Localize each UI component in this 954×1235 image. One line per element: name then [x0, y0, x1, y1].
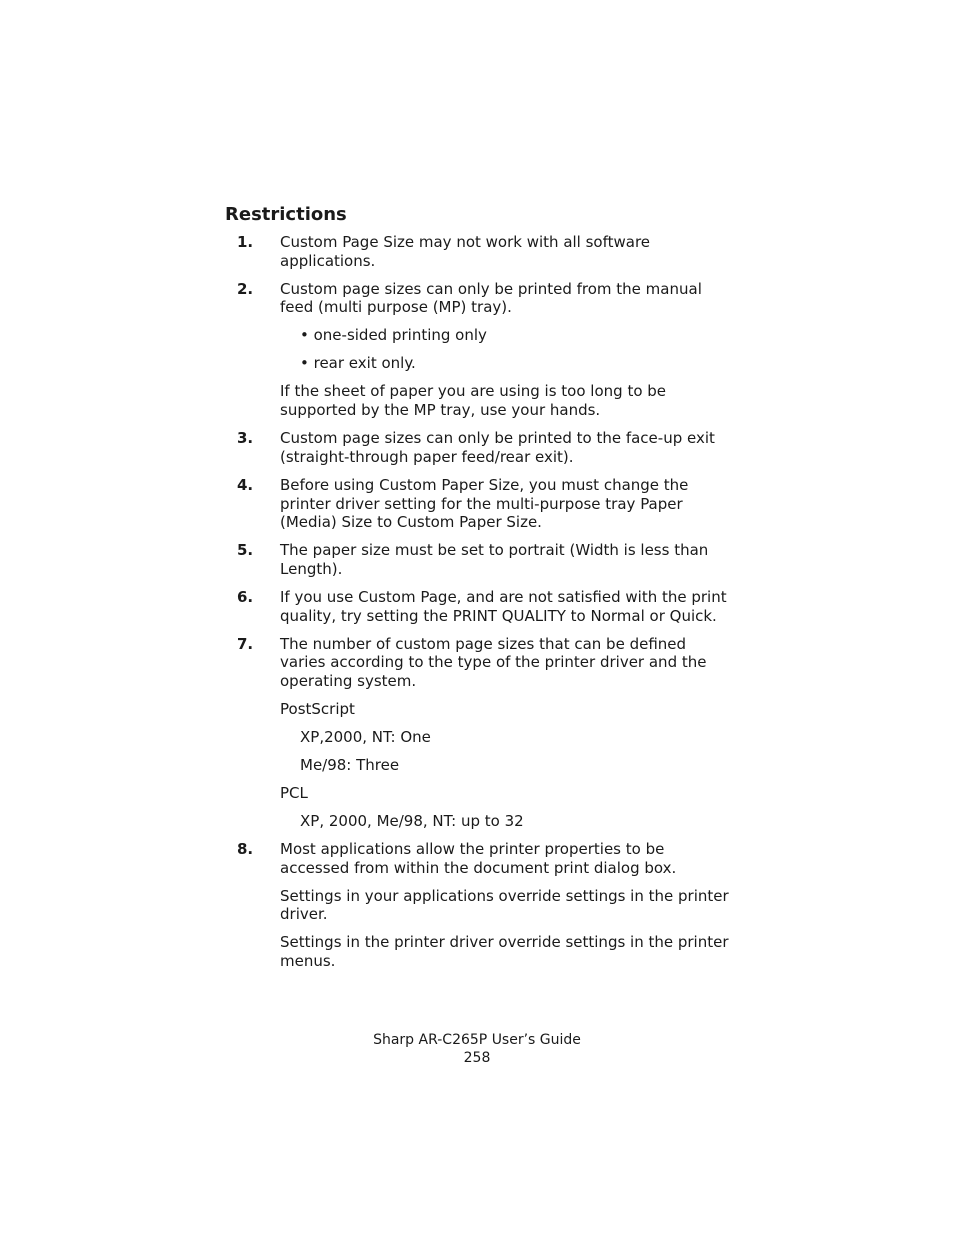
- section-heading: Restrictions: [225, 204, 347, 225]
- item-text: The number of custom page sizes that can be defined varies according to the type of the printer driver and the operating system.: [280, 634, 707, 691]
- page-footer: [0, 1032, 954, 1067]
- item-text: Custom page sizes can only be printed to the face-up exit (straight-through paper feed/rear exit).: [280, 429, 715, 466]
- item-text: If you use Custom Page, and are not satisfied with the print quality, try setting the PRINT QUALITY to Normal or Quick.: [280, 587, 727, 625]
- driver-limit: XP,2000, NT: One: [300, 728, 431, 747]
- item-text: Custom page sizes can only be printed from the manual feed (multi purpose (MP) tray).: [280, 279, 702, 317]
- guide-title: Sharp AR-C265P User’s Guide: [373, 1032, 581, 1048]
- driver-heading: PCL: [280, 784, 308, 803]
- bullet-item: • one-sided printing only: [300, 326, 487, 345]
- driver-limit: XP, 2000, Me/98, NT: up to 32: [300, 812, 524, 831]
- item-number: 2.: [237, 279, 254, 298]
- item-text: The paper size must be set to portrait (Width is less than Length).: [280, 541, 709, 578]
- item-text: Before using Custom Paper Size, you must change the printer driver setting for the multi-purpose tray Paper (Media) Size to Custom Paper Size.: [280, 475, 689, 532]
- driver-heading: PostScript: [280, 700, 355, 719]
- list-item: [225, 280, 735, 420]
- item-number: 4.: [237, 475, 254, 494]
- list-item: [225, 476, 735, 532]
- item-text: Custom Page Size may not work with all software applications.: [280, 233, 651, 270]
- item-text: Settings in the printer driver override settings in the printer menus.: [280, 933, 729, 971]
- item-number: 1.: [237, 233, 254, 251]
- page-number: 258: [463, 1049, 491, 1066]
- item-number: 7.: [237, 634, 254, 653]
- item-number: 3.: [237, 429, 254, 448]
- list-item: [225, 588, 735, 625]
- item-text: Settings in your applications override settings in the printer driver.: [280, 886, 729, 924]
- list-item: [225, 635, 735, 831]
- item-number: 5.: [237, 541, 254, 560]
- driver-limit: Me/98: Three: [300, 756, 400, 775]
- list-item: [225, 541, 735, 578]
- list-item: [225, 233, 735, 270]
- item-number: 8.: [237, 840, 254, 859]
- item-text: If the sheet of paper you are using is too long to be supported by the MP tray, use your hands.: [280, 382, 667, 420]
- item-number: 6.: [237, 587, 254, 606]
- list-item: [225, 840, 735, 971]
- bullet-item: • rear exit only.: [300, 354, 416, 373]
- restrictions-list: [225, 233, 735, 980]
- list-item: [225, 429, 735, 466]
- item-text: Most applications allow the printer properties to be accessed from within the document print dialog box.: [280, 840, 677, 877]
